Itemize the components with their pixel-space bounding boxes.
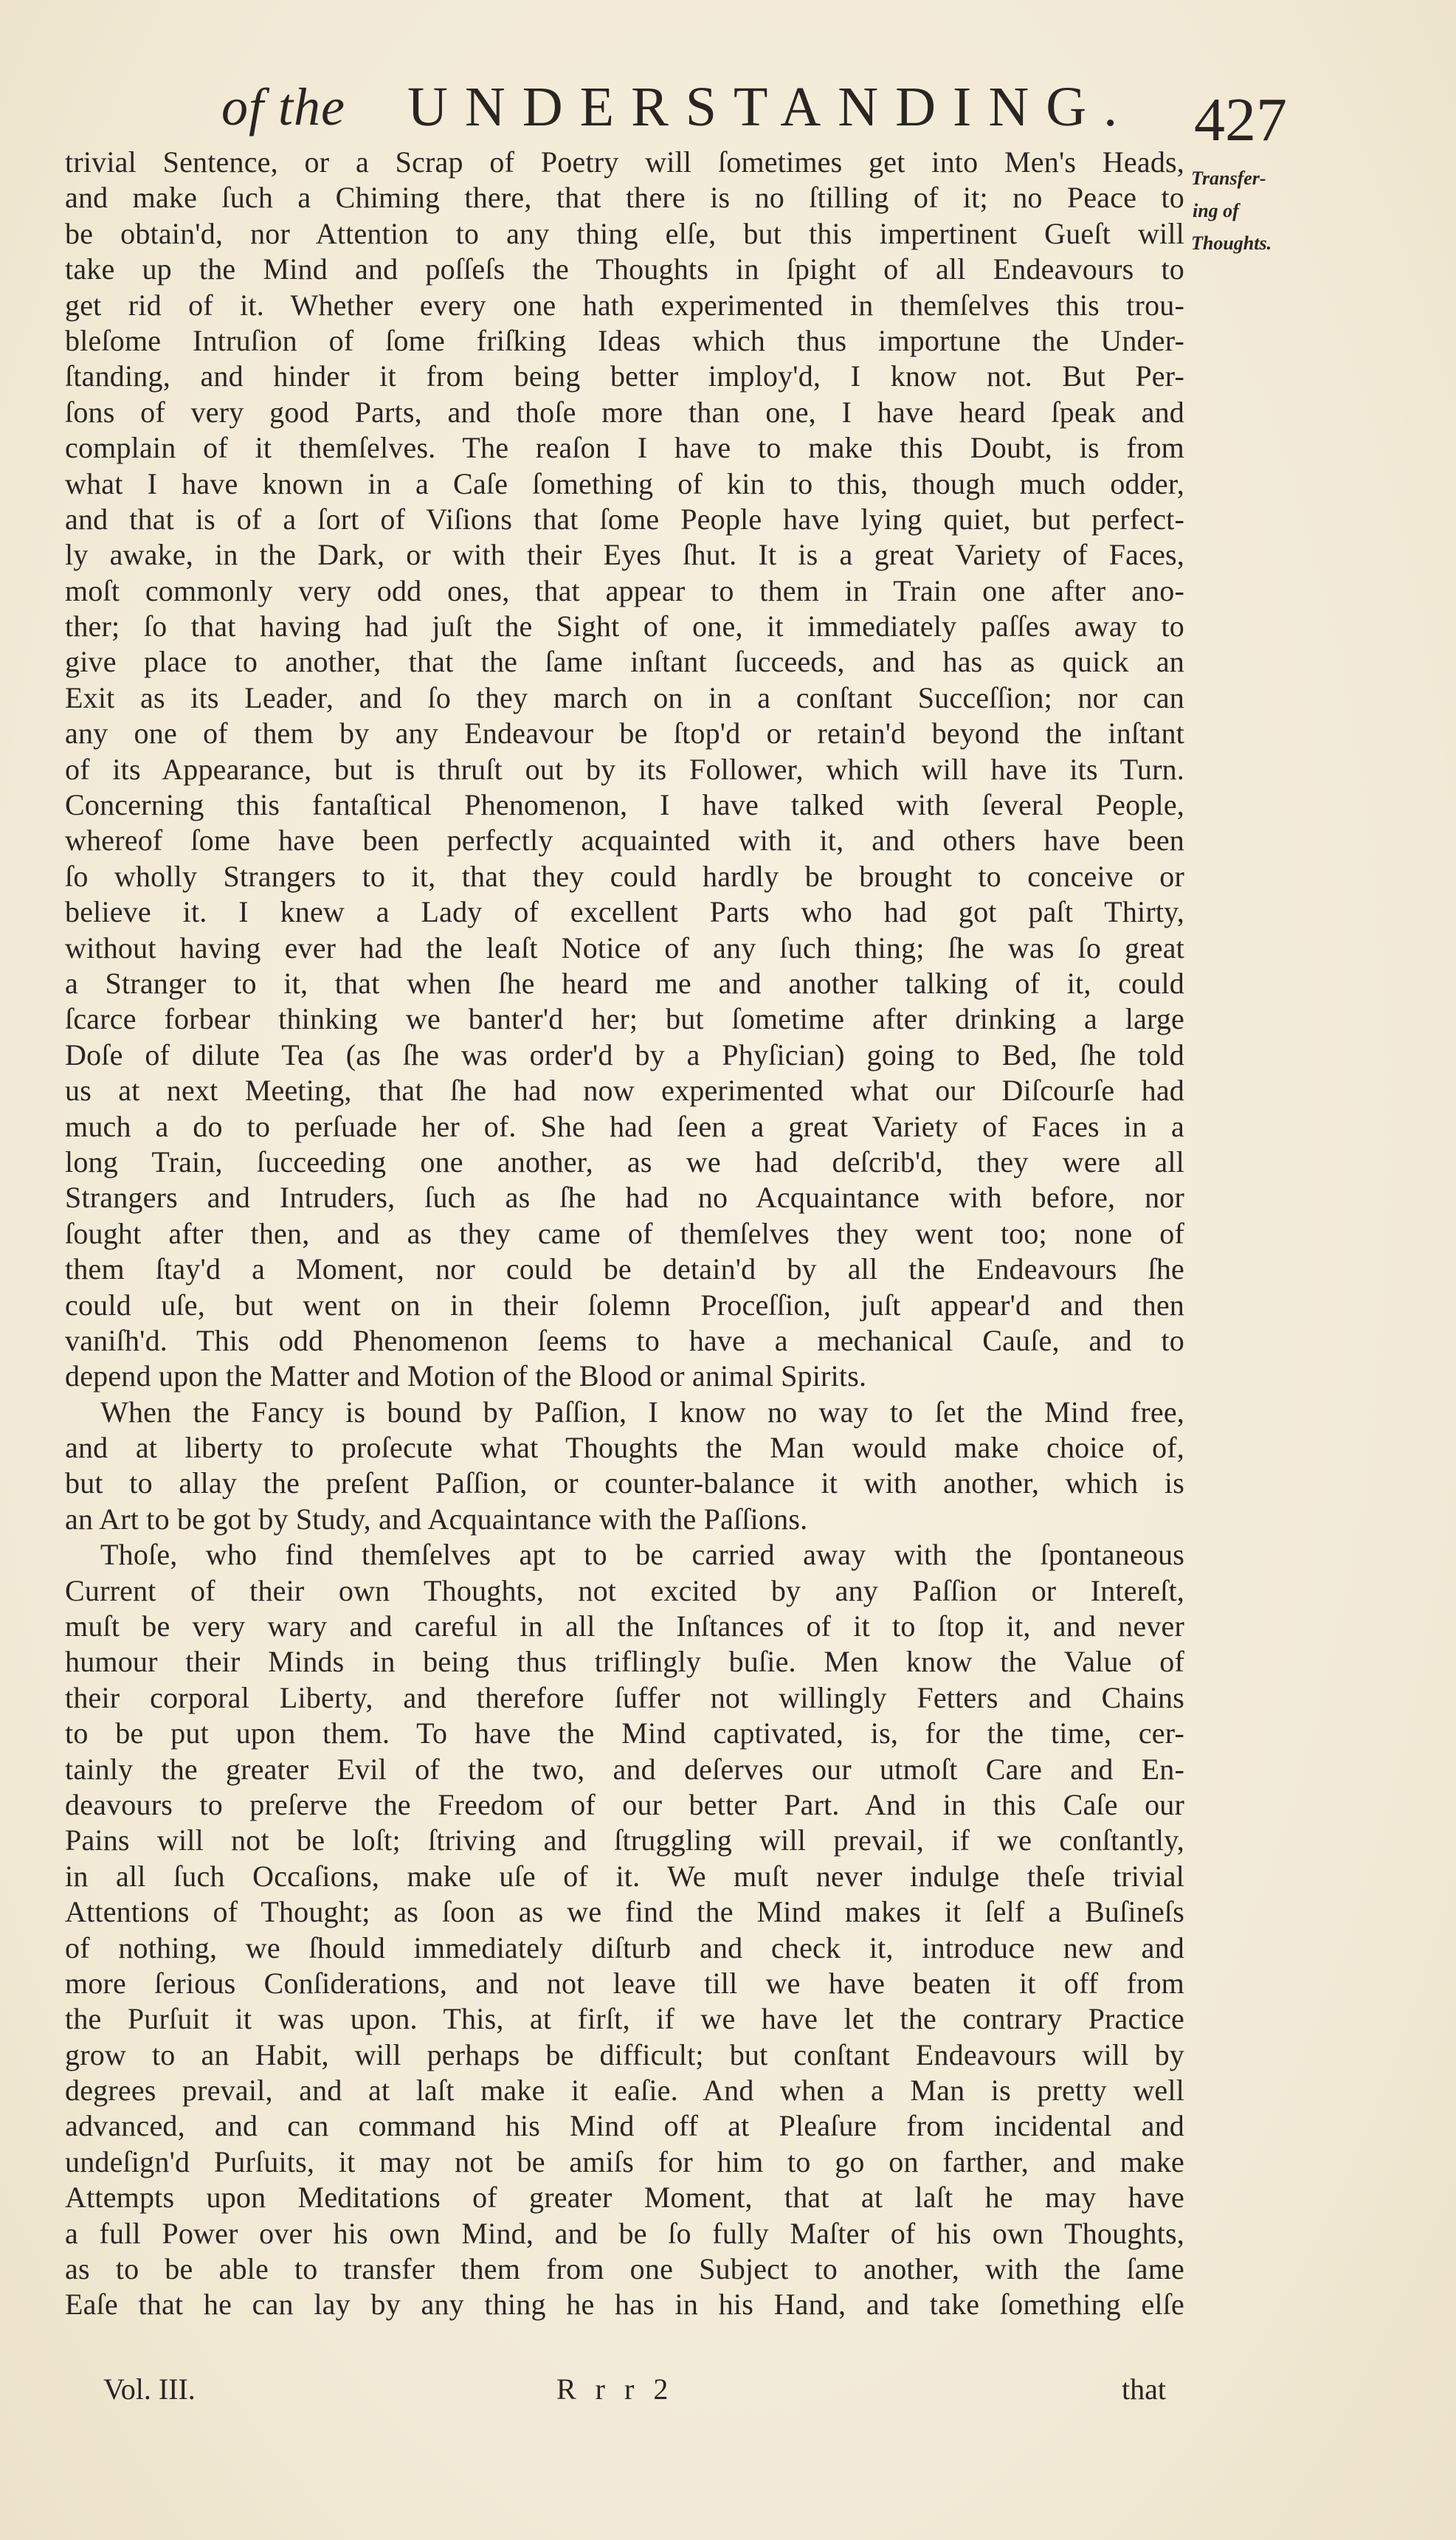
text-line: degrees prevail, and at laſt make it eaſie. And when a Man is pretty well: [65, 2074, 1184, 2108]
signature-mark: R r r 2: [556, 2372, 674, 2406]
text-line: ſo wholly Strangers to it, that they could hardly be brought to conceive or: [65, 859, 1184, 893]
text-line: deavours to preſerve the Freedom of our better Part. And in this Caſe our: [65, 1787, 1184, 1821]
paragraph: [65, 1395, 1184, 1538]
marginal-note: [1191, 162, 1346, 260]
text-line: long Train, ſucceeding one another, as we had deſcrib'd, they were all: [65, 1145, 1184, 1178]
text-line: to be put upon them. To have the Mind captivated, is, for the time, cer-: [65, 1716, 1184, 1750]
text-line: the Purſuit it was upon. This, at firſt, if we have let the contrary Practice: [65, 2002, 1184, 2036]
text-line: vaniſh'd. This odd Phenomenon ſeems to have a mechanical Cauſe, and to: [65, 1323, 1184, 1357]
text-line: an Art to be got by Study, and Acquaintance with the Paſſions.: [65, 1502, 808, 1536]
text-line: Attempts upon Meditations of greater Moment, that at laſt he may have: [65, 2181, 1184, 2215]
text-line: ther; ſo that having had juſt the Sight of one, it immediately paſſes away to: [65, 610, 1184, 643]
paragraph: [65, 145, 1184, 1395]
text-line: a Stranger to it, that when ſhe heard me and another talking of it, could: [65, 966, 1184, 1000]
text-line: whereof ſome have been perfectly acquainted with it, and others have been: [65, 824, 1184, 857]
text-line: of its Appearance, but is thruſt out by its Follower, which will have its Turn.: [65, 752, 1184, 786]
text-line: believe it. I knew a Lady of excellent Parts who had got paſt Thirty,: [65, 895, 1184, 929]
text-line: Doſe of dilute Tea (as ſhe was order'd by a Phyſician) going to Bed, ſhe told: [65, 1038, 1184, 1071]
text-line: depend upon the Matter and Motion of the Blood or animal Spirits.: [65, 1359, 867, 1393]
text-line: be obtain'd, nor Attention to any thing elſe, but this impertinent Gueſt will: [65, 216, 1184, 250]
text-line: in all ſuch Occaſions, make uſe of it. We muſt never indulge theſe trivial: [65, 1859, 1184, 1893]
text-line: ly awake, in the Dark, or with their Eyes ſhut. It is a great Variety of Faces,: [65, 538, 1184, 572]
page-footer: [103, 2372, 1166, 2416]
text-line: Current of their own Thoughts, not excited by any Paſſion or Intereſt,: [65, 1573, 1184, 1607]
text-line: Concerning this fantaſtical Phenomenon, I have talked with ſeveral People,: [65, 788, 1184, 822]
text-line: and make ſuch a Chiming there, that there is no ſtilling of it; no Peace to: [65, 181, 1184, 215]
text-line: grow to an Habit, will perhaps be difficult; but conſtant Endeavours will by: [65, 2037, 1184, 2071]
catchword: that: [1122, 2372, 1166, 2406]
text-line: Attentions of Thought; as ſoon as we find the Mind makes it ſelf a Buſineſs: [65, 1895, 1184, 1929]
text-line: ſons of very good Parts, and thoſe more than one, I have heard ſpeak and: [65, 395, 1184, 429]
text-line: undeſign'd Purſuits, it may not be amiſs for him to go on farther, and make: [65, 2144, 1184, 2178]
text-line: us at next Meeting, that ſhe had now experimented what our Diſcourſe had: [65, 1074, 1184, 1108]
text-line: moſt commonly very odd ones, that appear to them in Train one after ano-: [65, 573, 1184, 607]
text-line: of nothing, we ſhould immediately diſturb and check it, introduce new and: [65, 1930, 1184, 1964]
text-line: and at liberty to proſecute what Thoughts the Man would make choice of,: [65, 1431, 1184, 1465]
text-line: could uſe, but went on in their ſolemn Proceſſion, juſt appear'd and then: [65, 1288, 1184, 1322]
text-line: ſtanding, and hinder it from being better imploy'd, I know not. But Per-: [65, 359, 1184, 393]
marginal-note-line: Thoughts.: [1191, 232, 1272, 254]
text-line: take up the Mind and poſſeſs the Thoughts in ſpight of all Endeavours to: [65, 252, 1184, 286]
text-line: Pains will not be loſt; ſtriving and ſtruggling will prevail, if we conſtantly,: [65, 1823, 1184, 1857]
text-line: but to allay the preſent Paſſion, or counter-balance it with another, which is: [65, 1466, 1184, 1500]
page-number: 427: [1194, 86, 1287, 154]
text-line: bleſome Intruſion of ſome friſking Ideas which thus importune the Under-: [65, 323, 1184, 357]
text-line: ſcarce forbear thinking we banter'd her; but ſometime after drinking a large: [65, 1002, 1184, 1036]
text-line: muſt be very wary and careful in all the Inſtances of it to ſtop it, and never: [65, 1609, 1184, 1643]
running-head-title: UNDERSTANDING.: [407, 76, 1135, 138]
text-line: them ſtay'd a Moment, nor could be detain'd by all the Endeavours ſhe: [65, 1252, 1184, 1286]
running-head-prefix: of the: [221, 77, 345, 137]
running-head: [221, 68, 1328, 154]
text-line: as to be able to transfer them from one Subject to another, with the ſame: [65, 2252, 1184, 2286]
text-line: tainly the greater Evil of the two, and deſerves our utmoſt Care and En-: [65, 1752, 1184, 1786]
text-line: get rid of it. Whether every one hath experimented in themſelves this trou-: [65, 288, 1184, 322]
text-line: Exit as its Leader, and ſo they march on in a conſtant Succeſſion; nor can: [65, 680, 1184, 714]
text-line: their corporal Liberty, and therefore ſuffer not willingly Fetters and Chains: [65, 1680, 1184, 1714]
text-line: more ſerious Conſiderations, and not leave till we have beaten it off from: [65, 1966, 1184, 2000]
text-line: When the Fancy is bound by Paſſion, I know no way to ſet the Mind free,: [100, 1395, 1184, 1429]
text-line: without having ever had the leaſt Notice of any ſuch thing; ſhe was ſo great: [65, 931, 1184, 964]
text-line: much a do to perſuade her of. She had ſeen a great Variety of Faces in a: [65, 1109, 1184, 1143]
text-line: advanced, and can command his Mind off at Pleaſure from incidental and: [65, 2109, 1184, 2143]
text-line: Strangers and Intruders, ſuch as ſhe had no Acquaintance with before, nor: [65, 1181, 1184, 1215]
text-line: a full Power over his own Mind, and be ſo fully Maſter of his own Thoughts,: [65, 2216, 1184, 2250]
text-line: Eaſe that he can lay by any thing he has in his Hand, and take ſomething elſe: [65, 2288, 1184, 2322]
text-line: and that is of a ſort of Viſions that ſome People have lying quiet, but perfect-: [65, 502, 1184, 536]
marginal-note-line: ing of: [1193, 200, 1239, 221]
text-line: complain of it themſelves. The reaſon I have to make this Doubt, is from: [65, 431, 1184, 465]
paragraph: [65, 1537, 1184, 2323]
text-line: Thoſe, who find themſelves apt to be carried away with the ſpontaneous: [100, 1538, 1184, 1572]
volume-label: Vol. III.: [103, 2372, 196, 2406]
marginal-note-line: Transfer-: [1191, 168, 1266, 189]
text-line: humour their Minds in being thus triflingly buſie. Men know the Value of: [65, 1645, 1184, 1679]
text-line: give place to another, that the ſame inſtant ſucceeds, and has as quick an: [65, 645, 1184, 679]
text-line: trivial Sentence, or a Scrap of Poetry will ſometimes get into Men's Heads,: [65, 145, 1184, 179]
text-line: ſought after then, and as they came of themſelves they went too; none of: [65, 1216, 1184, 1250]
text-line: any one of them by any Endeavour be ſtop'd or retain'd beyond the inſtant: [65, 717, 1184, 750]
text-line: what I have known in a Caſe ſomething of kin to this, though much odder,: [65, 466, 1184, 500]
body-text: [65, 145, 1184, 2323]
